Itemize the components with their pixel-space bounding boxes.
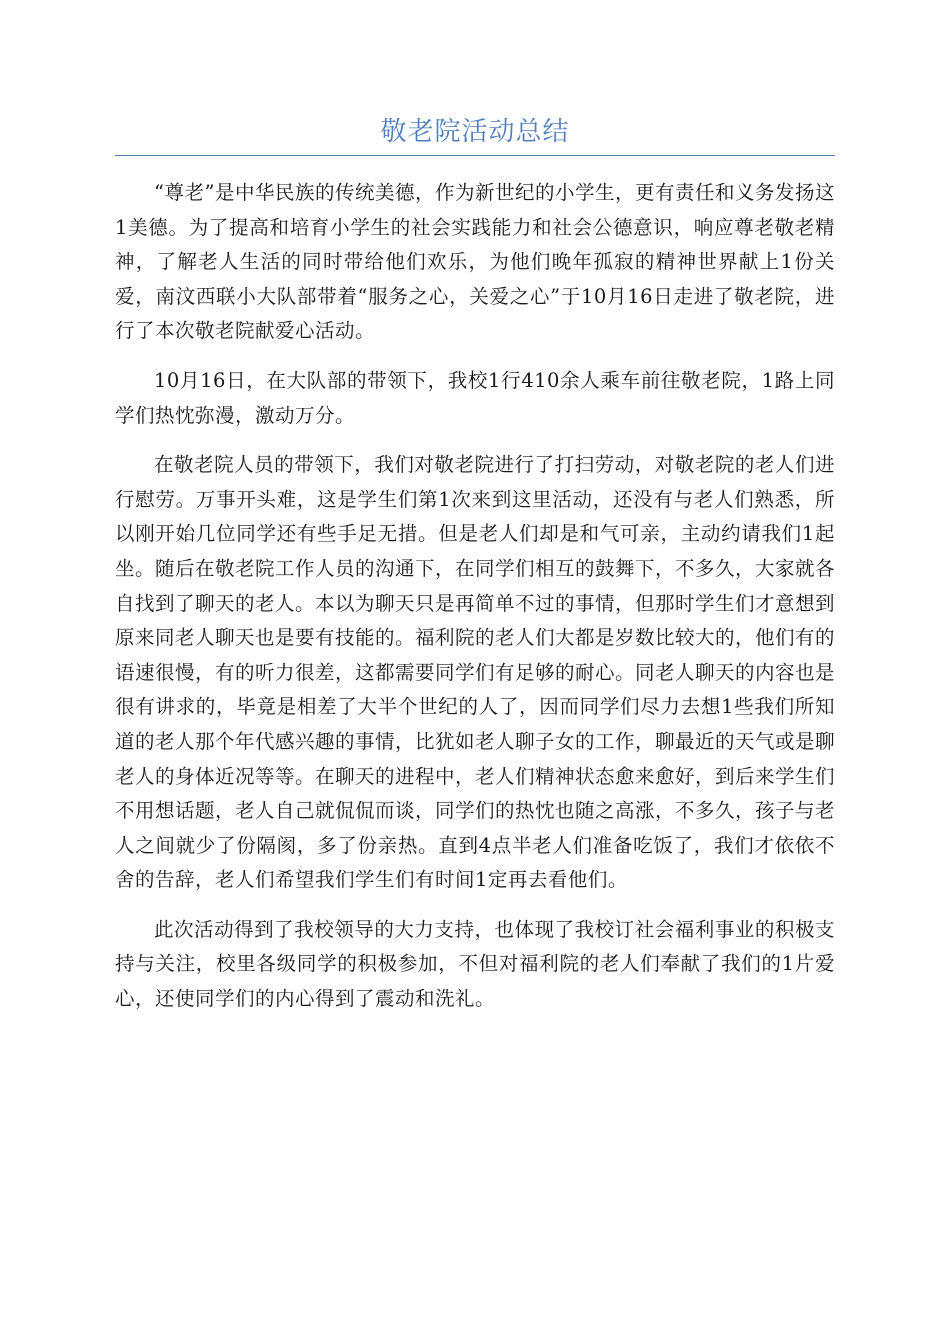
document-title: 敬老院活动总结 bbox=[380, 117, 570, 147]
document-body bbox=[115, 176, 835, 1032]
paragraph-departure: 10月16日，在大队部的带领下，我校1行410余人乘车前往敬老院，1路上同学们热忱弥漫，激动万分。 bbox=[115, 368, 835, 427]
title-underline bbox=[115, 155, 835, 156]
paragraph-activity: 在敬老院人员的带领下，我们对敬老院进行了打扫劳动，对敬老院的老人们进行慰劳。万事开头难，这是学生们第1次来到这里活动，还没有与老人们熟悉，所以刚开始几位同学还有些手足无措。但是老人们却是和气可亲，主动约请我们1起坐。随后在敬老院工作人员的沟通下，在同学们相互的鼓舞下，不多久，大家就各自找到了聊天的老人。本以为聊天只是再简单不过的事情，但那时学生们才意想到原来同老人聊天也是要有技能的。福利院的老人们大都是岁数比较大的，他们有的语速很慢，有的听力很差，这都需要同学们有足够的耐心。同老人聊天的内容也是很有讲求的，毕竟是相差了大半个世纪的人了，因而同学们尽力去想1些我们所知道的老人那个年代感兴趣的事情，比犹如老人聊子女的工作，聊最近的天气或是聊老人的身体近况等等。在聊天的进程中，老人们精神状态愈来愈好，到后来学生们不用想话题，老人自己就侃侃而谈，同学们的热忱也随之高涨，不多久，孩子与老人之间就少了份隔阂，多了份亲热。直到4点半老人们准备吃饭了，我们才依依不舍的告辞，老人们希望我们学生们有时间1定再去看他们。 bbox=[115, 453, 836, 892]
paragraph-intro: “尊老”是中华民族的传统美德，作为新世纪的小学生，更有责任和义务发扬这1美德。为了提高和培育小学生的社会实践能力和社会公德意识，响应尊老敬老精神，了解老人生活的同时带给他们欢乐，为他们晚年孤寂的精神世界献上1份关爱，南汶西联小大队部带着“服务之心，关爱之心”于10月16日走进了敬老院，进行了本次敬老院献爱心活动。 bbox=[115, 181, 835, 343]
paragraph-conclusion: 此次活动得到了我校领导的大力支持，也体现了我校订社会福利事业的积极支持与关注，校里各级同学的积极参加，不但对福利院的老人们奉献了我们的1片爱心，还使同学们的内心得到了震动和洗礼。 bbox=[115, 917, 835, 1011]
